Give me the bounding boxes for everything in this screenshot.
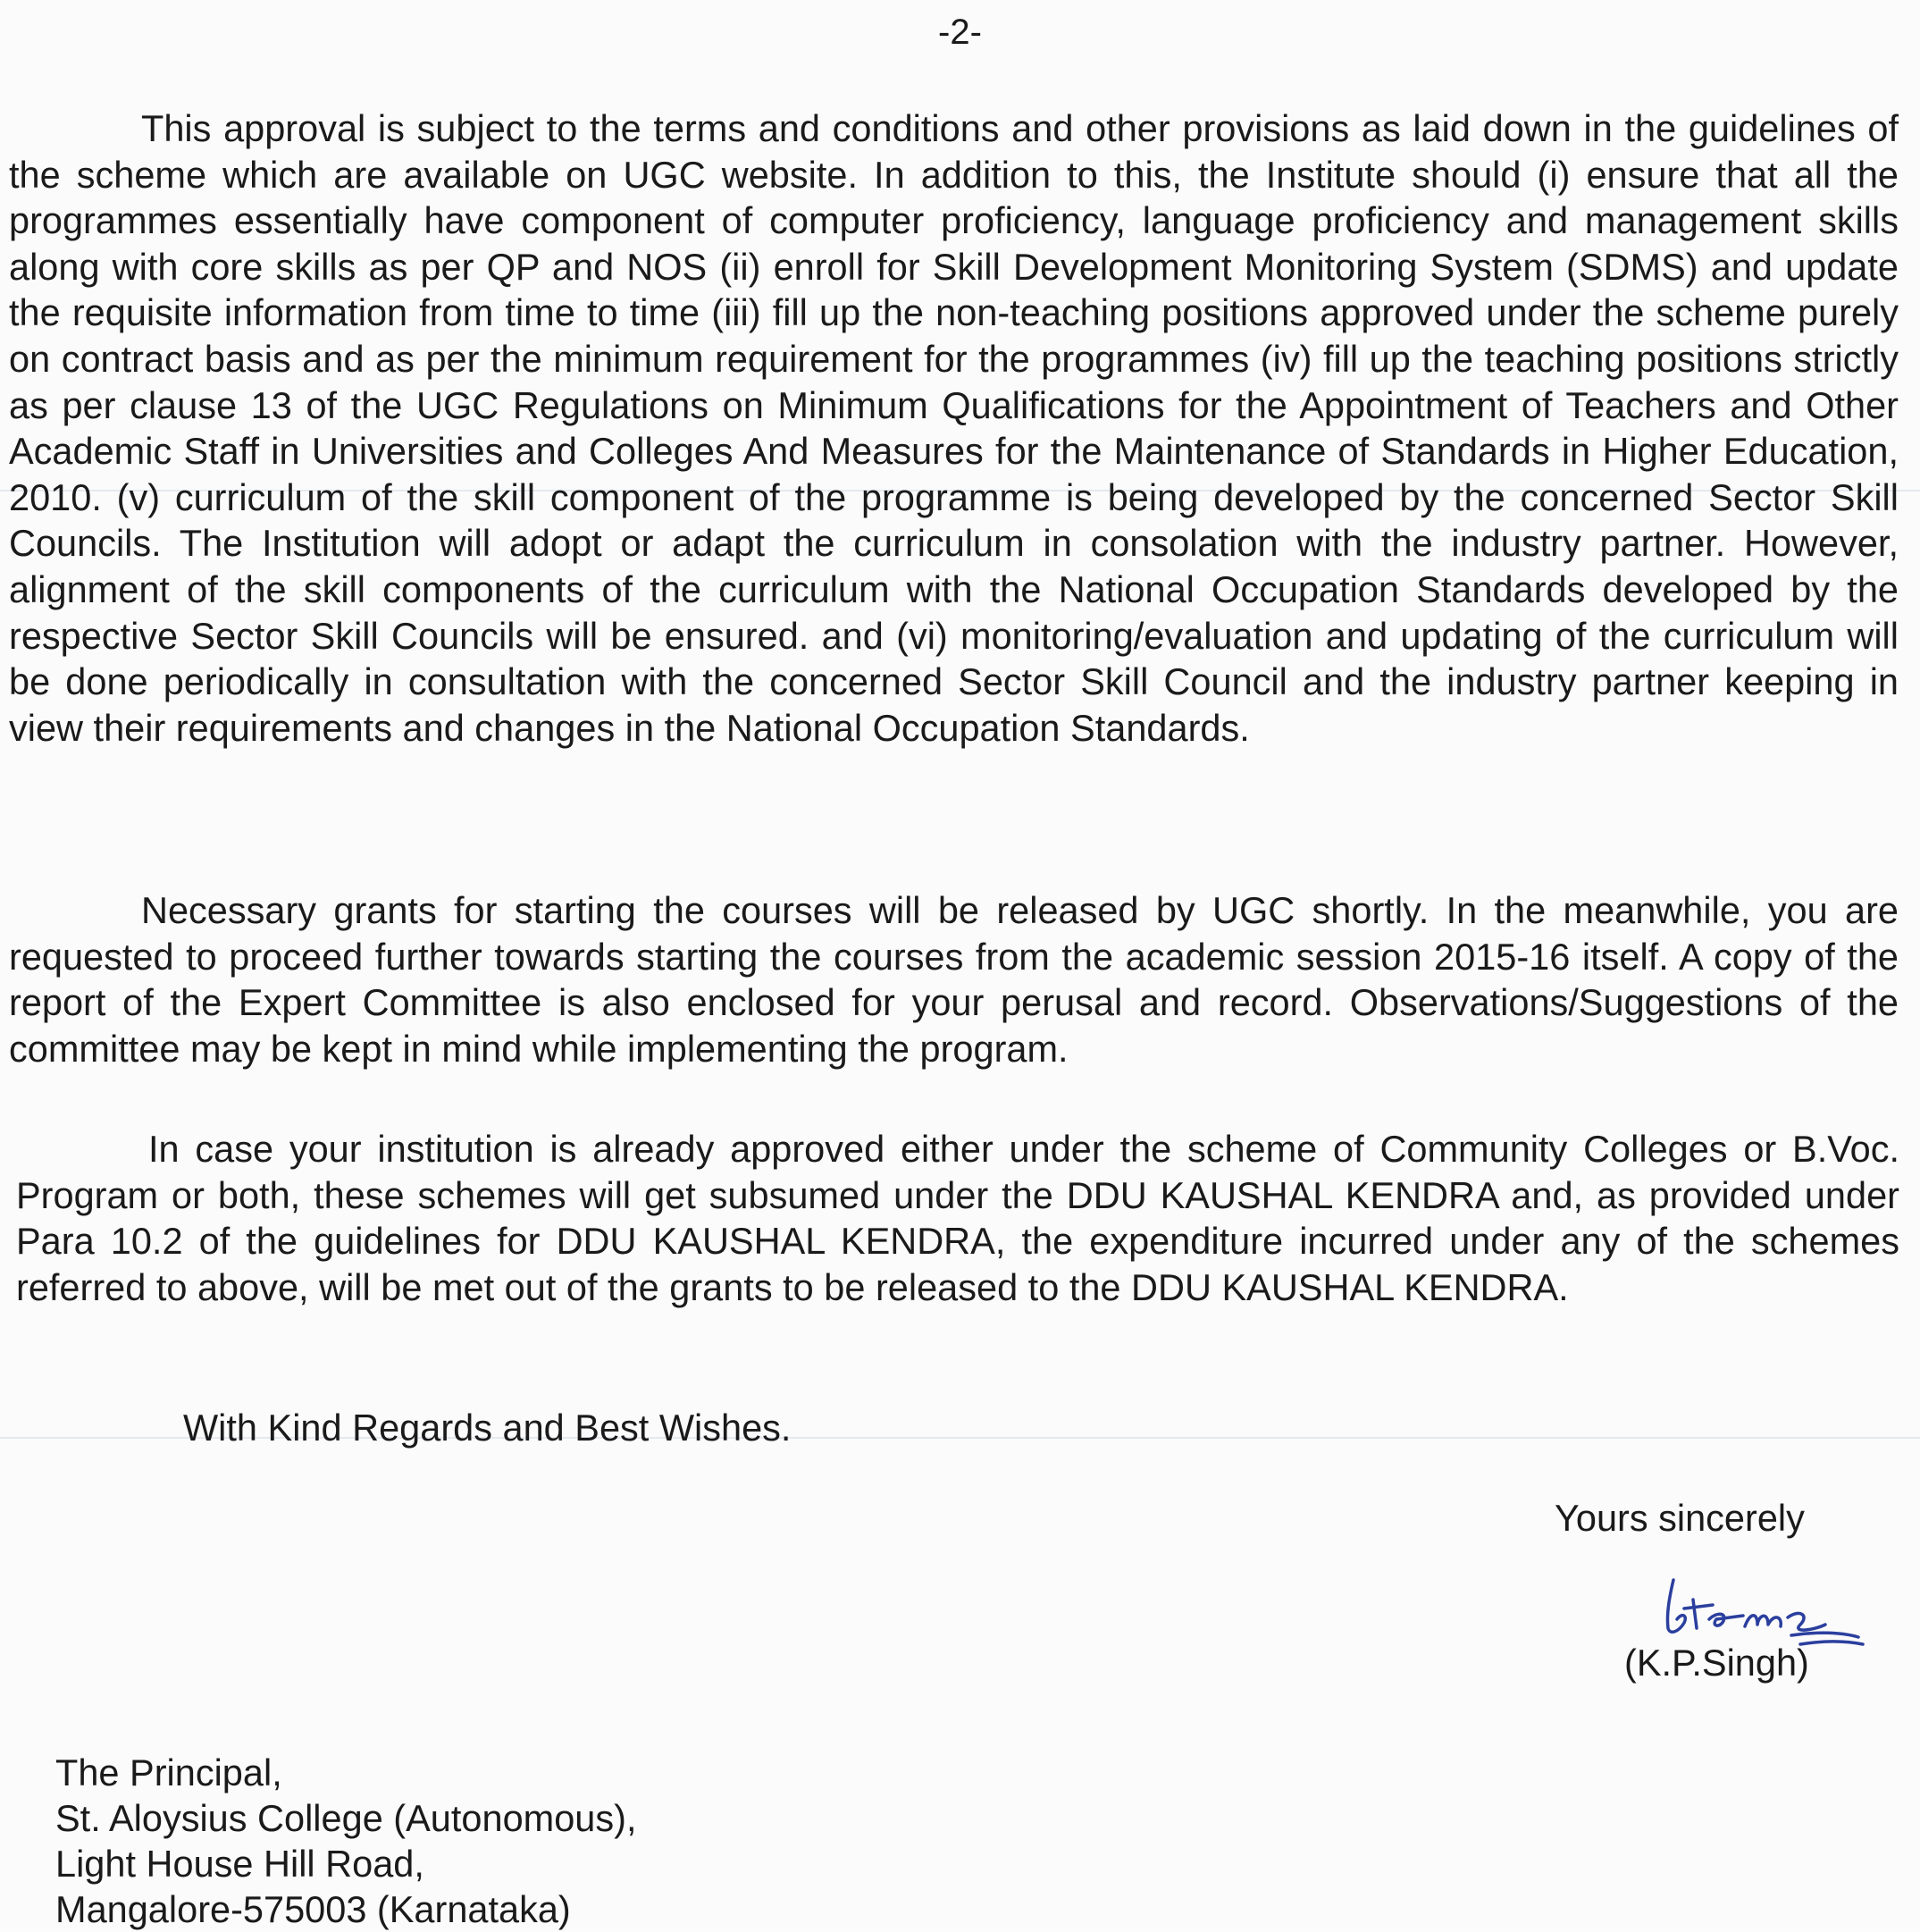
address-line: St. Aloysius College (Autonomous), [55,1797,637,1839]
paragraph-grants: Necessary grants for starting the courses will be released by UGC shortly. In the meanwhile, you are requested to proceed further towards starting the courses from the academic session 2015-16 itself. A copy of the report of the Expert Committee is also enclosed for your perusal and record. Observations/Suggestions of the committee may be kept in mind while implementing the program. [9,889,1899,1070]
closing-salutation: Yours sincerely [1555,1497,1805,1539]
regards-line: With Kind Regards and Best Wishes. [183,1407,792,1449]
paragraph-approval-terms: This approval is subject to the terms and conditions and other provisions as laid down in the guidelines of the scheme which are available on UGC website. In addition to this, the Institute should (i) ensure that all the programmes essentially have component of computer proficiency, language proficiency and management skills along with core skills as per QP and NOS (ii) enroll for Skill Development Monitoring System (SDMS) and update the requisite information from time to time (iii) fill up the non-teaching positions approved under the scheme purely on contract basis and as per the minimum requirement for the programmes (iv) fill up the teaching positions strictly as per clause 13 of the UGC Regulations on Minimum Qualifications for the Appointment of Teachers and Other Academic Staff in Universities and Colleges And Measures for the Maintenance of Standards in Higher Education, 2010. (v) curriculum of the skill component of the programme is being developed by the concerned Sector Skill Councils. The Institution will adopt or adapt the curriculum in consolation with the industry partner. However, alignment of the skill components of the curriculum with the National Occupation Standards developed by the respective Sector Skill Councils will be ensured. and (vi) monitoring/evaluation and updating of the curriculum will be done periodically in consultation with the concerned Sector Skill Council and the industry partner keeping in view their requirements and changes in the National Occupation Standards. [9,107,1899,749]
address-line: Mangalore-575003 (Karnataka) [55,1888,571,1930]
signatory-name: (K.P.Singh) [1624,1642,1809,1684]
recipient-address [55,1750,636,1932]
paragraph-existing-schemes: In case your institution is already approved either under the scheme of Community Colleges or B.Voc. Program or both, these schemes will get subsumed under the DDU KAUSHAL KENDRA and, as provided under Para 10.2 of the guidelines for DDU KAUSHAL KENDRA, the expenditure incurred under any of the schemes referred to above, will be met out of the grants to be released to the DDU KAUSHAL KENDRA. [16,1128,1899,1308]
page-number: -2- [938,13,982,52]
address-line: The Principal, [55,1751,282,1793]
address-line: Light House Hill Road, [55,1843,424,1885]
